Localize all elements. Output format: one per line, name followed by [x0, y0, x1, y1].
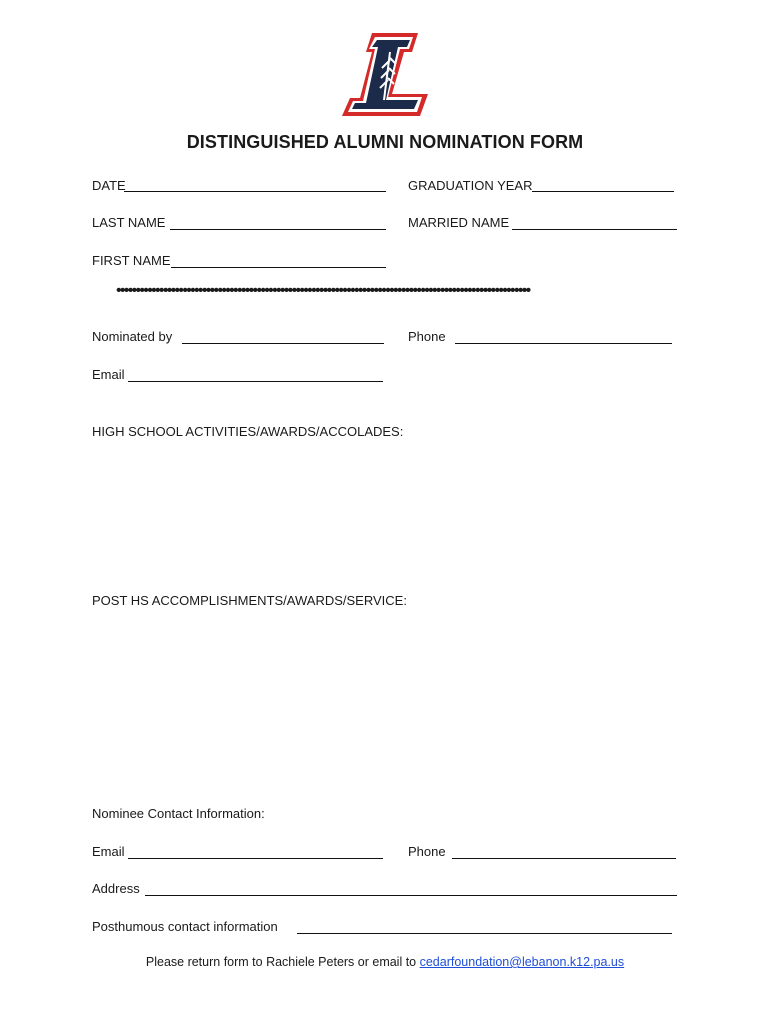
- nominee-phone-label: Phone: [408, 844, 446, 859]
- nominee-address-label: Address: [92, 881, 140, 896]
- nominee-phone-field[interactable]: [452, 858, 676, 859]
- foundation-email-link[interactable]: cedarfoundation@lebanon.k12.pa.us: [419, 955, 625, 969]
- last-name-field[interactable]: [170, 229, 386, 230]
- nominee-contact-heading: Nominee Contact Information:: [92, 806, 265, 821]
- married-name-label: MARRIED NAME: [408, 215, 510, 230]
- nominee-address-field[interactable]: [145, 895, 677, 896]
- school-logo: [338, 30, 434, 120]
- phone-label: Phone: [408, 329, 446, 344]
- high-school-response-area[interactable]: [92, 446, 677, 586]
- return-instructions: [0, 955, 770, 969]
- posthumous-contact-label: Posthumous contact information: [92, 919, 278, 934]
- return-instructions-text: Please return form to Rachiele Peters or email to: [145, 955, 420, 969]
- nominee-email-label: Email: [92, 844, 125, 859]
- nominated-by-label: Nominated by: [92, 329, 173, 344]
- graduation-year-field[interactable]: [532, 191, 674, 192]
- phone-field[interactable]: [455, 343, 672, 344]
- date-label: DATE: [92, 178, 126, 193]
- date-field[interactable]: [124, 191, 386, 192]
- first-name-label: FIRST NAME: [92, 253, 171, 268]
- nominated-by-field[interactable]: [182, 343, 384, 344]
- first-name-field[interactable]: [171, 267, 386, 268]
- page-title: DISTINGUISHED ALUMNI NOMINATION FORM: [186, 132, 584, 152]
- email-field[interactable]: [128, 381, 383, 382]
- married-name-field[interactable]: [512, 229, 677, 230]
- email-label: Email: [92, 367, 125, 382]
- post-hs-section-label: POST HS ACCOMPLISHMENTS/AWARDS/SERVICE:: [92, 593, 407, 608]
- last-name-label: LAST NAME: [92, 215, 166, 230]
- post-hs-response-area[interactable]: [92, 615, 677, 800]
- nominee-email-field[interactable]: [128, 858, 383, 859]
- dotted-divider: ••••••••••••••••••••••••••••••••••••••••••••••••••••••••••••••••••••••••••••••••••••••••••••••••••••••••••: [116, 286, 530, 296]
- graduation-year-label: GRADUATION YEAR: [408, 178, 533, 193]
- posthumous-contact-field[interactable]: [297, 933, 672, 934]
- high-school-section-label: HIGH SCHOOL ACTIVITIES/AWARDS/ACCOLADES:: [92, 424, 404, 439]
